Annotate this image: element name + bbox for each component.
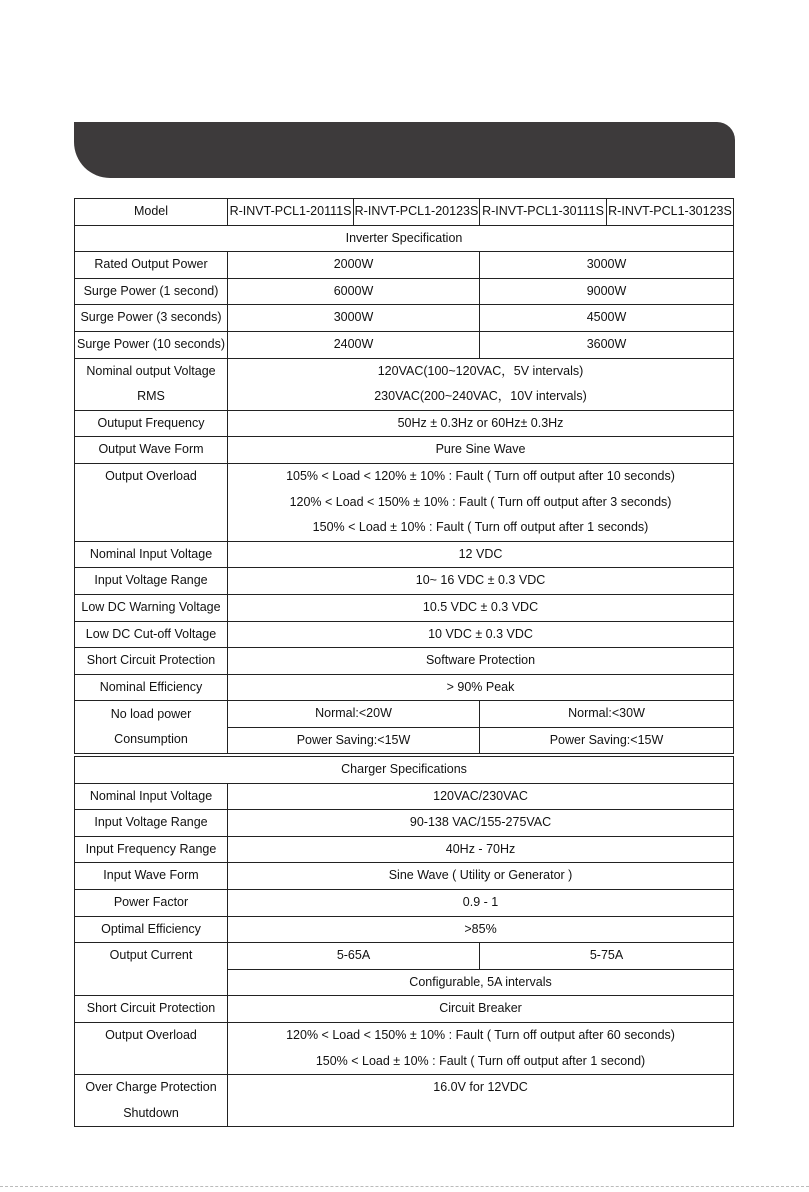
charger-spec-table (74, 756, 734, 1127)
cell-value: 3600W (480, 331, 734, 358)
table-row (75, 410, 734, 437)
table-row (75, 943, 734, 970)
table-row (75, 836, 734, 863)
row-label: Rated Output Power (75, 252, 228, 279)
row-label: Optimal Efficiency (75, 916, 228, 943)
value-line: 120VAC(100~120VAC，5V intervals) (377, 363, 584, 378)
table-row (75, 810, 734, 837)
row-label: Output Overload (75, 1022, 228, 1074)
table-row (75, 199, 734, 226)
cell-value: 9000W (480, 278, 734, 305)
row-label: Surge Power (3 seconds) (75, 305, 228, 332)
cell-value: 90-138 VAC/155-275VAC (228, 810, 734, 837)
table-row (75, 331, 734, 358)
row-label: Nominal Input Voltage (75, 541, 228, 568)
table-row (75, 648, 734, 675)
label-line: Nominal output Voltage (86, 363, 216, 378)
table-row (75, 674, 734, 701)
model-name: R-INVT-PCL1-20123S (354, 199, 480, 226)
label-line: Consumption (114, 732, 188, 747)
cell-value: Power Saving:<15W (480, 727, 734, 754)
row-label: Input Voltage Range (75, 810, 228, 837)
row-label (75, 358, 228, 410)
cell-value: Software Protection (228, 648, 734, 675)
table-row (75, 889, 734, 916)
row-label: Low DC Cut-off Voltage (75, 621, 228, 648)
section-title: Charger Specifications (75, 757, 734, 784)
table-row (75, 1022, 734, 1074)
cell-value: > 90% Peak (228, 674, 734, 701)
table-row (75, 594, 734, 621)
cell-value: 2000W (228, 252, 480, 279)
cell-value: 40Hz - 70Hz (228, 836, 734, 863)
row-label: Low DC Warning Voltage (75, 594, 228, 621)
cell-value: Configurable, 5A intervals (228, 969, 734, 996)
row-label: Power Factor (75, 889, 228, 916)
cell-value (228, 1022, 734, 1074)
row-label: Short Circuit Protection (75, 648, 228, 675)
table-row (75, 863, 734, 890)
cell-value: Sine Wave ( Utility or Generator ) (228, 863, 734, 890)
cell-value: 50Hz ± 0.3Hz or 60Hz± 0.3Hz (228, 410, 734, 437)
model-name: R-INVT-PCL1-30123S (607, 199, 734, 226)
cell-value: 4500W (480, 305, 734, 332)
table-row (75, 278, 734, 305)
row-label (75, 1075, 228, 1127)
model-label: Model (75, 199, 228, 226)
cell-value (228, 358, 734, 410)
table-row (75, 305, 734, 332)
table-row (75, 701, 734, 728)
table-row (75, 252, 734, 279)
inverter-spec-table (74, 198, 734, 754)
row-label: Nominal Input Voltage (75, 783, 228, 810)
value-line: 105% < Load < 120% ± 10% : Fault ( Turn off output after 10 seconds) (286, 468, 675, 483)
cell-value: 3000W (480, 252, 734, 279)
cell-value: 2400W (228, 331, 480, 358)
cell-value: 16.0V for 12VDC (228, 1075, 734, 1127)
row-label: Output Current (75, 943, 228, 996)
table-row (75, 437, 734, 464)
label-line: Shutdown (123, 1105, 179, 1120)
row-label: Output Overload (75, 463, 228, 541)
table-row (75, 358, 734, 410)
model-name: R-INVT-PCL1-30111S (480, 199, 607, 226)
row-label: Outuput Frequency (75, 410, 228, 437)
table-row (75, 225, 734, 252)
value-line: 120% < Load < 150% ± 10% : Fault ( Turn off output after 3 seconds) (289, 494, 672, 509)
row-label (75, 701, 228, 754)
table-row (75, 1075, 734, 1127)
table-row (75, 568, 734, 595)
table-row (75, 757, 734, 784)
value-line: 230VAC(200~240VAC，10V intervals) (374, 389, 587, 404)
header-banner (74, 122, 735, 178)
value-line: 120% < Load < 150% ± 10% : Fault ( Turn off output after 60 seconds) (286, 1027, 675, 1042)
label-line: Over Charge Protection (85, 1080, 217, 1095)
row-label: Short Circuit Protection (75, 996, 228, 1023)
table-row (75, 783, 734, 810)
label-line: No load power (110, 706, 192, 721)
cell-value: Normal:<20W (228, 701, 480, 728)
cell-value: Pure Sine Wave (228, 437, 734, 464)
value-line: 150% < Load ± 10% : Fault ( Turn off output after 1 second) (315, 1053, 646, 1068)
label-line: RMS (137, 389, 165, 404)
table-row (75, 621, 734, 648)
value-line: 150% < Load ± 10% : Fault ( Turn off output after 1 seconds) (312, 520, 649, 535)
cell-value: Power Saving:<15W (228, 727, 480, 754)
cell-value: 5-65A (228, 943, 480, 970)
table-row (75, 541, 734, 568)
page-edge-divider (0, 1186, 809, 1187)
row-label: Input Voltage Range (75, 568, 228, 595)
row-label: Output Wave Form (75, 437, 228, 464)
cell-value: 0.9 - 1 (228, 889, 734, 916)
cell-value: Circuit Breaker (228, 996, 734, 1023)
cell-value (228, 463, 734, 541)
cell-value: 6000W (228, 278, 480, 305)
table-row (75, 463, 734, 541)
cell-value: Normal:<30W (480, 701, 734, 728)
cell-value: >85% (228, 916, 734, 943)
model-name: R-INVT-PCL1-20111S (228, 199, 354, 226)
row-label: Surge Power (1 second) (75, 278, 228, 305)
cell-value: 10~ 16 VDC ± 0.3 VDC (228, 568, 734, 595)
cell-value: 5-75A (480, 943, 734, 970)
row-label: Input Wave Form (75, 863, 228, 890)
cell-value: 12 VDC (228, 541, 734, 568)
cell-value: 120VAC/230VAC (228, 783, 734, 810)
table-row (75, 996, 734, 1023)
cell-value: 3000W (228, 305, 480, 332)
row-label: Surge Power (10 seconds) (75, 331, 228, 358)
row-label: Input Frequency Range (75, 836, 228, 863)
row-label: Nominal Efficiency (75, 674, 228, 701)
section-title: Inverter Specification (75, 225, 734, 252)
cell-value: 10 VDC ± 0.3 VDC (228, 621, 734, 648)
table-row (75, 916, 734, 943)
cell-value: 10.5 VDC ± 0.3 VDC (228, 594, 734, 621)
